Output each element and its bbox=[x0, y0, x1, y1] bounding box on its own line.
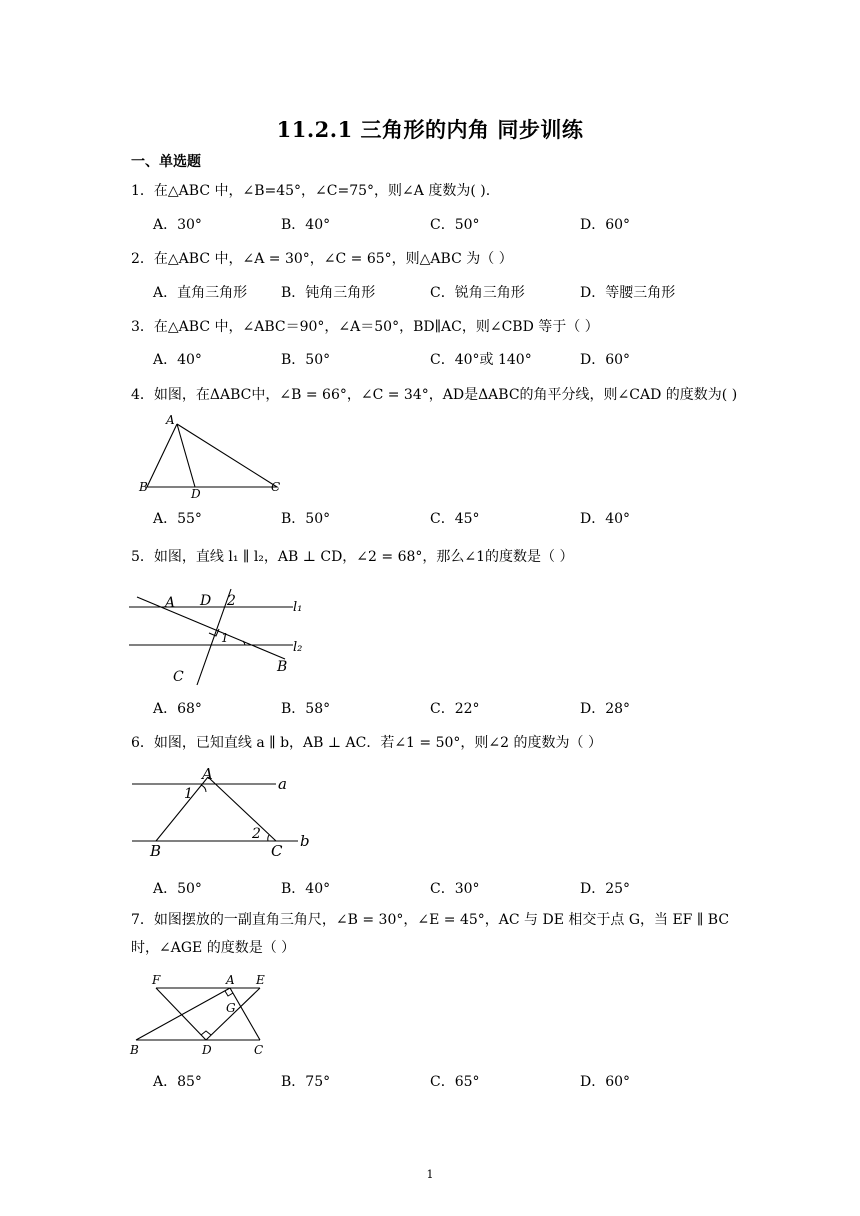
question-6-option-d: D．25° bbox=[580, 881, 631, 897]
q6-label-2: 2 bbox=[252, 826, 261, 842]
question-5-option-a: A．68° bbox=[153, 701, 202, 717]
question-3-option-b: B．50° bbox=[281, 352, 331, 368]
q7-label-d: D bbox=[202, 1043, 212, 1057]
q4-label-c: C bbox=[271, 480, 281, 494]
question-2-stem: 2．在△ABC 中，∠A = 30°，∠C = 65°，则△ABC 为（ ） bbox=[131, 251, 513, 267]
q6-label-c: C bbox=[271, 842, 283, 860]
q6-label-a: A bbox=[202, 765, 213, 783]
q7-label-g: G bbox=[226, 1001, 236, 1015]
q4-label-d: D bbox=[191, 487, 201, 501]
question-3-stem: 3．在△ABC 中，∠ABC＝90°，∠A＝50°，BD∥AC，则∠CBD 等于（ ） bbox=[131, 319, 599, 335]
q5-label-b: B bbox=[277, 659, 288, 675]
q5-label-1: 1 bbox=[221, 631, 229, 645]
question-6-figure bbox=[128, 764, 318, 860]
q7-label-e: E bbox=[256, 973, 265, 987]
q6-label-line-a: a bbox=[278, 775, 287, 793]
question-7-option-d: D．60° bbox=[580, 1074, 631, 1090]
q5-label-c: C bbox=[173, 669, 184, 685]
q5-label-2: 2 bbox=[227, 593, 236, 609]
question-5-stem: 5．如图，直线 l₁ ∥ l₂，AB ⊥ CD，∠2 = 68°，那么∠1的度数是（ ） bbox=[131, 549, 574, 565]
question-7-option-a: A．85° bbox=[153, 1074, 202, 1090]
question-2-option-d: D．等腰三角形 bbox=[580, 285, 676, 301]
question-4-option-b: B．50° bbox=[281, 511, 331, 527]
question-5-option-b: B．58° bbox=[281, 701, 331, 717]
question-2-option-b: B．钝角三角形 bbox=[281, 285, 376, 301]
q6-label-1: 1 bbox=[184, 786, 193, 802]
question-5-option-d: D．28° bbox=[580, 701, 631, 717]
question-6-option-b: B．40° bbox=[281, 881, 331, 897]
page-number: 1 bbox=[426, 1168, 434, 1181]
q7-label-b: B bbox=[130, 1043, 139, 1057]
q4-label-a: A bbox=[166, 413, 175, 427]
question-5-figure bbox=[125, 585, 315, 690]
question-6-option-c: C．30° bbox=[430, 881, 480, 897]
section-heading: 一、单选题 bbox=[131, 154, 201, 170]
q5-label-l1: l₁ bbox=[293, 600, 303, 615]
question-1-option-b: B．40° bbox=[281, 217, 331, 233]
question-7-option-c: C．65° bbox=[430, 1074, 480, 1090]
q5-label-a: A bbox=[165, 595, 176, 611]
q4-label-b: B bbox=[139, 480, 148, 494]
question-1-option-a: A．30° bbox=[153, 217, 202, 233]
question-4-figure bbox=[131, 412, 291, 502]
question-2-option-c: C．锐角三角形 bbox=[430, 285, 525, 301]
q7-label-f: F bbox=[152, 973, 161, 987]
question-1-option-c: C．50° bbox=[430, 217, 480, 233]
question-4-stem: 4．如图，在ΔABC中，∠B = 66°，∠C = 34°，AD是ΔABC的角平分线，则∠CAD 的度数为( ) bbox=[131, 387, 738, 403]
question-2-option-a: A．直角三角形 bbox=[153, 285, 248, 301]
question-4-option-c: C．45° bbox=[430, 511, 480, 527]
question-1-option-d: D．60° bbox=[580, 217, 631, 233]
question-3-option-d: D．60° bbox=[580, 352, 631, 368]
question-5-option-c: C．22° bbox=[430, 701, 480, 717]
question-3-option-a: A．40° bbox=[153, 352, 202, 368]
question-7-stem: 7．如图摆放的一副直角三角尺，∠B = 30°，∠E = 45°，AC 与 DE 相交于点 G，当 EF ∥ BC 时，∠AGE 的度数是（ ） bbox=[131, 912, 730, 956]
question-4-option-d: D．40° bbox=[580, 511, 631, 527]
question-7-option-b: B．75° bbox=[281, 1074, 331, 1090]
q7-label-a: A bbox=[226, 973, 235, 987]
page-title: 11.2.1 三角形的内角 同步训练 bbox=[276, 117, 584, 142]
q5-label-l2: l₂ bbox=[293, 640, 303, 655]
question-6-option-a: A．50° bbox=[153, 881, 202, 897]
question-1-stem: 1．在△ABC 中，∠B=45°，∠C=75°，则∠A 度数为( ). bbox=[131, 183, 491, 199]
question-6-stem: 6．如图，已知直线 a ∥ b，AB ⊥ AC．若∠1 = 50°，则∠2 的度数为（ ） bbox=[131, 735, 602, 751]
q6-label-b: B bbox=[150, 842, 162, 860]
question-7-figure bbox=[128, 970, 278, 1058]
q7-label-c: C bbox=[254, 1043, 264, 1057]
question-4-option-a: A．55° bbox=[153, 511, 202, 527]
question-3-option-c: C．40°或 140° bbox=[430, 352, 532, 368]
q5-label-d: D bbox=[200, 593, 212, 609]
q6-label-line-b: b bbox=[300, 832, 310, 850]
